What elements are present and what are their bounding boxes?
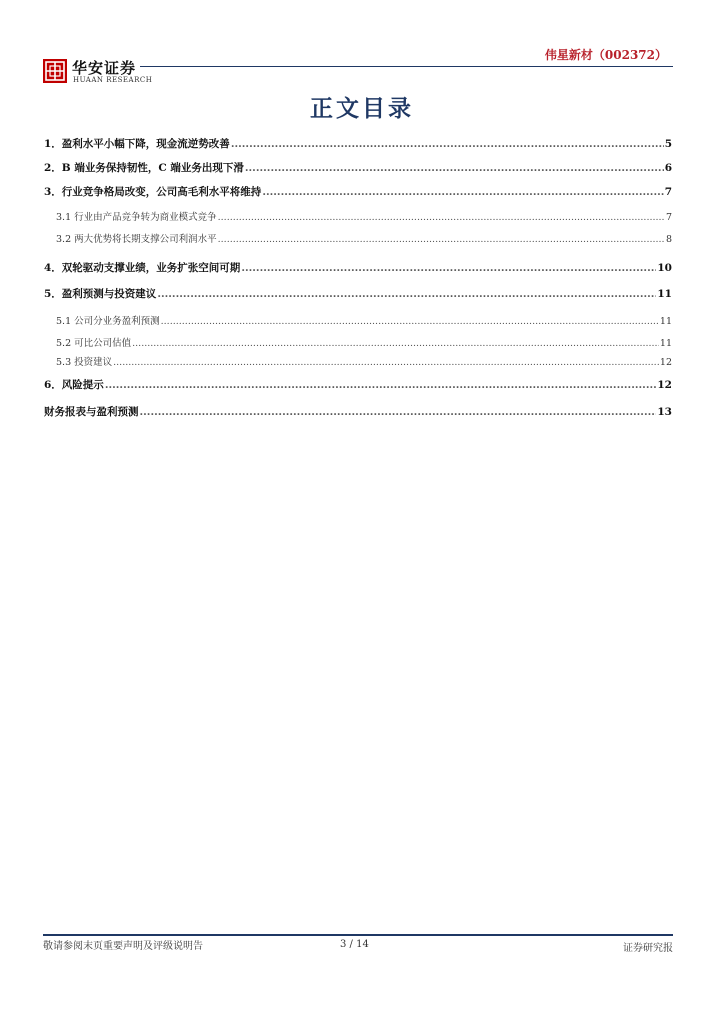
toc-entry[interactable] xyxy=(44,335,672,349)
toc-entry-page: 12 xyxy=(657,379,672,391)
toc-entry-page: 11 xyxy=(657,288,672,300)
toc-entry-title: 2．B 端业务保持韧性，C 端业务出现下滑 xyxy=(44,162,244,174)
company-logo-icon xyxy=(43,59,67,83)
report-type: 证券研究报 xyxy=(623,943,673,954)
toc-leader-dots xyxy=(140,406,657,418)
toc-entry-title: 5.3 投资建议 xyxy=(56,357,113,368)
logo-text-en: HUAAN RESEARCH xyxy=(73,76,153,84)
toc-entry[interactable] xyxy=(44,286,672,301)
footer-disclaimer: 敬请参阅末页重要声明及评级说明告 xyxy=(43,941,203,952)
company-name: 伟星新材（002372） xyxy=(544,48,667,62)
page-title: 正文目录 xyxy=(310,95,414,122)
page-indicator: 3 / 14 xyxy=(340,939,369,950)
toc-entry[interactable] xyxy=(44,136,672,151)
toc-entry-page: 5 xyxy=(664,138,672,150)
toc-leader-dots xyxy=(132,338,659,349)
footer-divider xyxy=(43,934,673,936)
toc-leader-dots xyxy=(245,162,664,174)
toc-entry-page: 7 xyxy=(664,186,672,198)
toc-entry-title: 4．双轮驱动支撑业绩，业务扩张空间可期 xyxy=(44,262,241,274)
toc-entry-page: 12 xyxy=(659,357,672,368)
toc-entry-page: 11 xyxy=(659,338,672,349)
toc-leader-dots xyxy=(113,357,659,368)
toc-entry-title: 1．盈利水平小幅下降，现金流逆势改善 xyxy=(44,138,230,150)
toc-entry-title: 6．风险提示 xyxy=(44,379,104,391)
toc-entry-title: 5.2 可比公司估值 xyxy=(56,338,132,349)
toc-leader-dots xyxy=(218,234,665,245)
toc-entry[interactable] xyxy=(44,404,672,419)
toc-leader-dots xyxy=(161,316,659,327)
toc-entry-page: 10 xyxy=(657,262,672,274)
toc-leader-dots xyxy=(105,379,657,391)
toc-leader-dots xyxy=(218,212,665,223)
toc-entry[interactable] xyxy=(44,231,672,245)
toc-entry-title: 财务报表与盈利预测 xyxy=(44,406,139,418)
logo-text-cn: 华安证券 xyxy=(72,59,137,77)
toc-entry-page: 11 xyxy=(659,316,672,327)
toc-leader-dots xyxy=(157,288,656,300)
toc-entry[interactable] xyxy=(44,377,672,392)
toc-entry[interactable] xyxy=(44,313,672,327)
toc-entry-title: 3．行业竞争格局改变，公司高毛利水平将维持 xyxy=(44,186,262,198)
toc-leader-dots xyxy=(231,138,664,150)
toc-entry[interactable] xyxy=(44,260,672,275)
toc-entry[interactable] xyxy=(44,184,672,199)
toc-entry-title: 5．盈利预测与投资建议 xyxy=(44,288,157,300)
toc-entry[interactable] xyxy=(44,209,672,223)
toc-entry-title: 5.1 公司分业务盈利预测 xyxy=(56,316,160,327)
toc-entry-title: 3.1 行业由产品竞争转为商业模式竞争 xyxy=(56,212,217,223)
toc-entry-page: 13 xyxy=(657,406,672,418)
header-divider xyxy=(140,66,673,67)
toc-entry-page: 6 xyxy=(664,162,672,174)
toc-entry[interactable] xyxy=(44,160,672,175)
toc-entry-page: 8 xyxy=(665,234,672,245)
toc-leader-dots xyxy=(262,186,663,198)
toc-entry[interactable] xyxy=(44,354,672,368)
toc-entry-page: 7 xyxy=(665,212,672,223)
toc-entry-title: 3.2 两大优势将长期支撑公司利润水平 xyxy=(56,234,217,245)
toc-leader-dots xyxy=(241,262,656,274)
